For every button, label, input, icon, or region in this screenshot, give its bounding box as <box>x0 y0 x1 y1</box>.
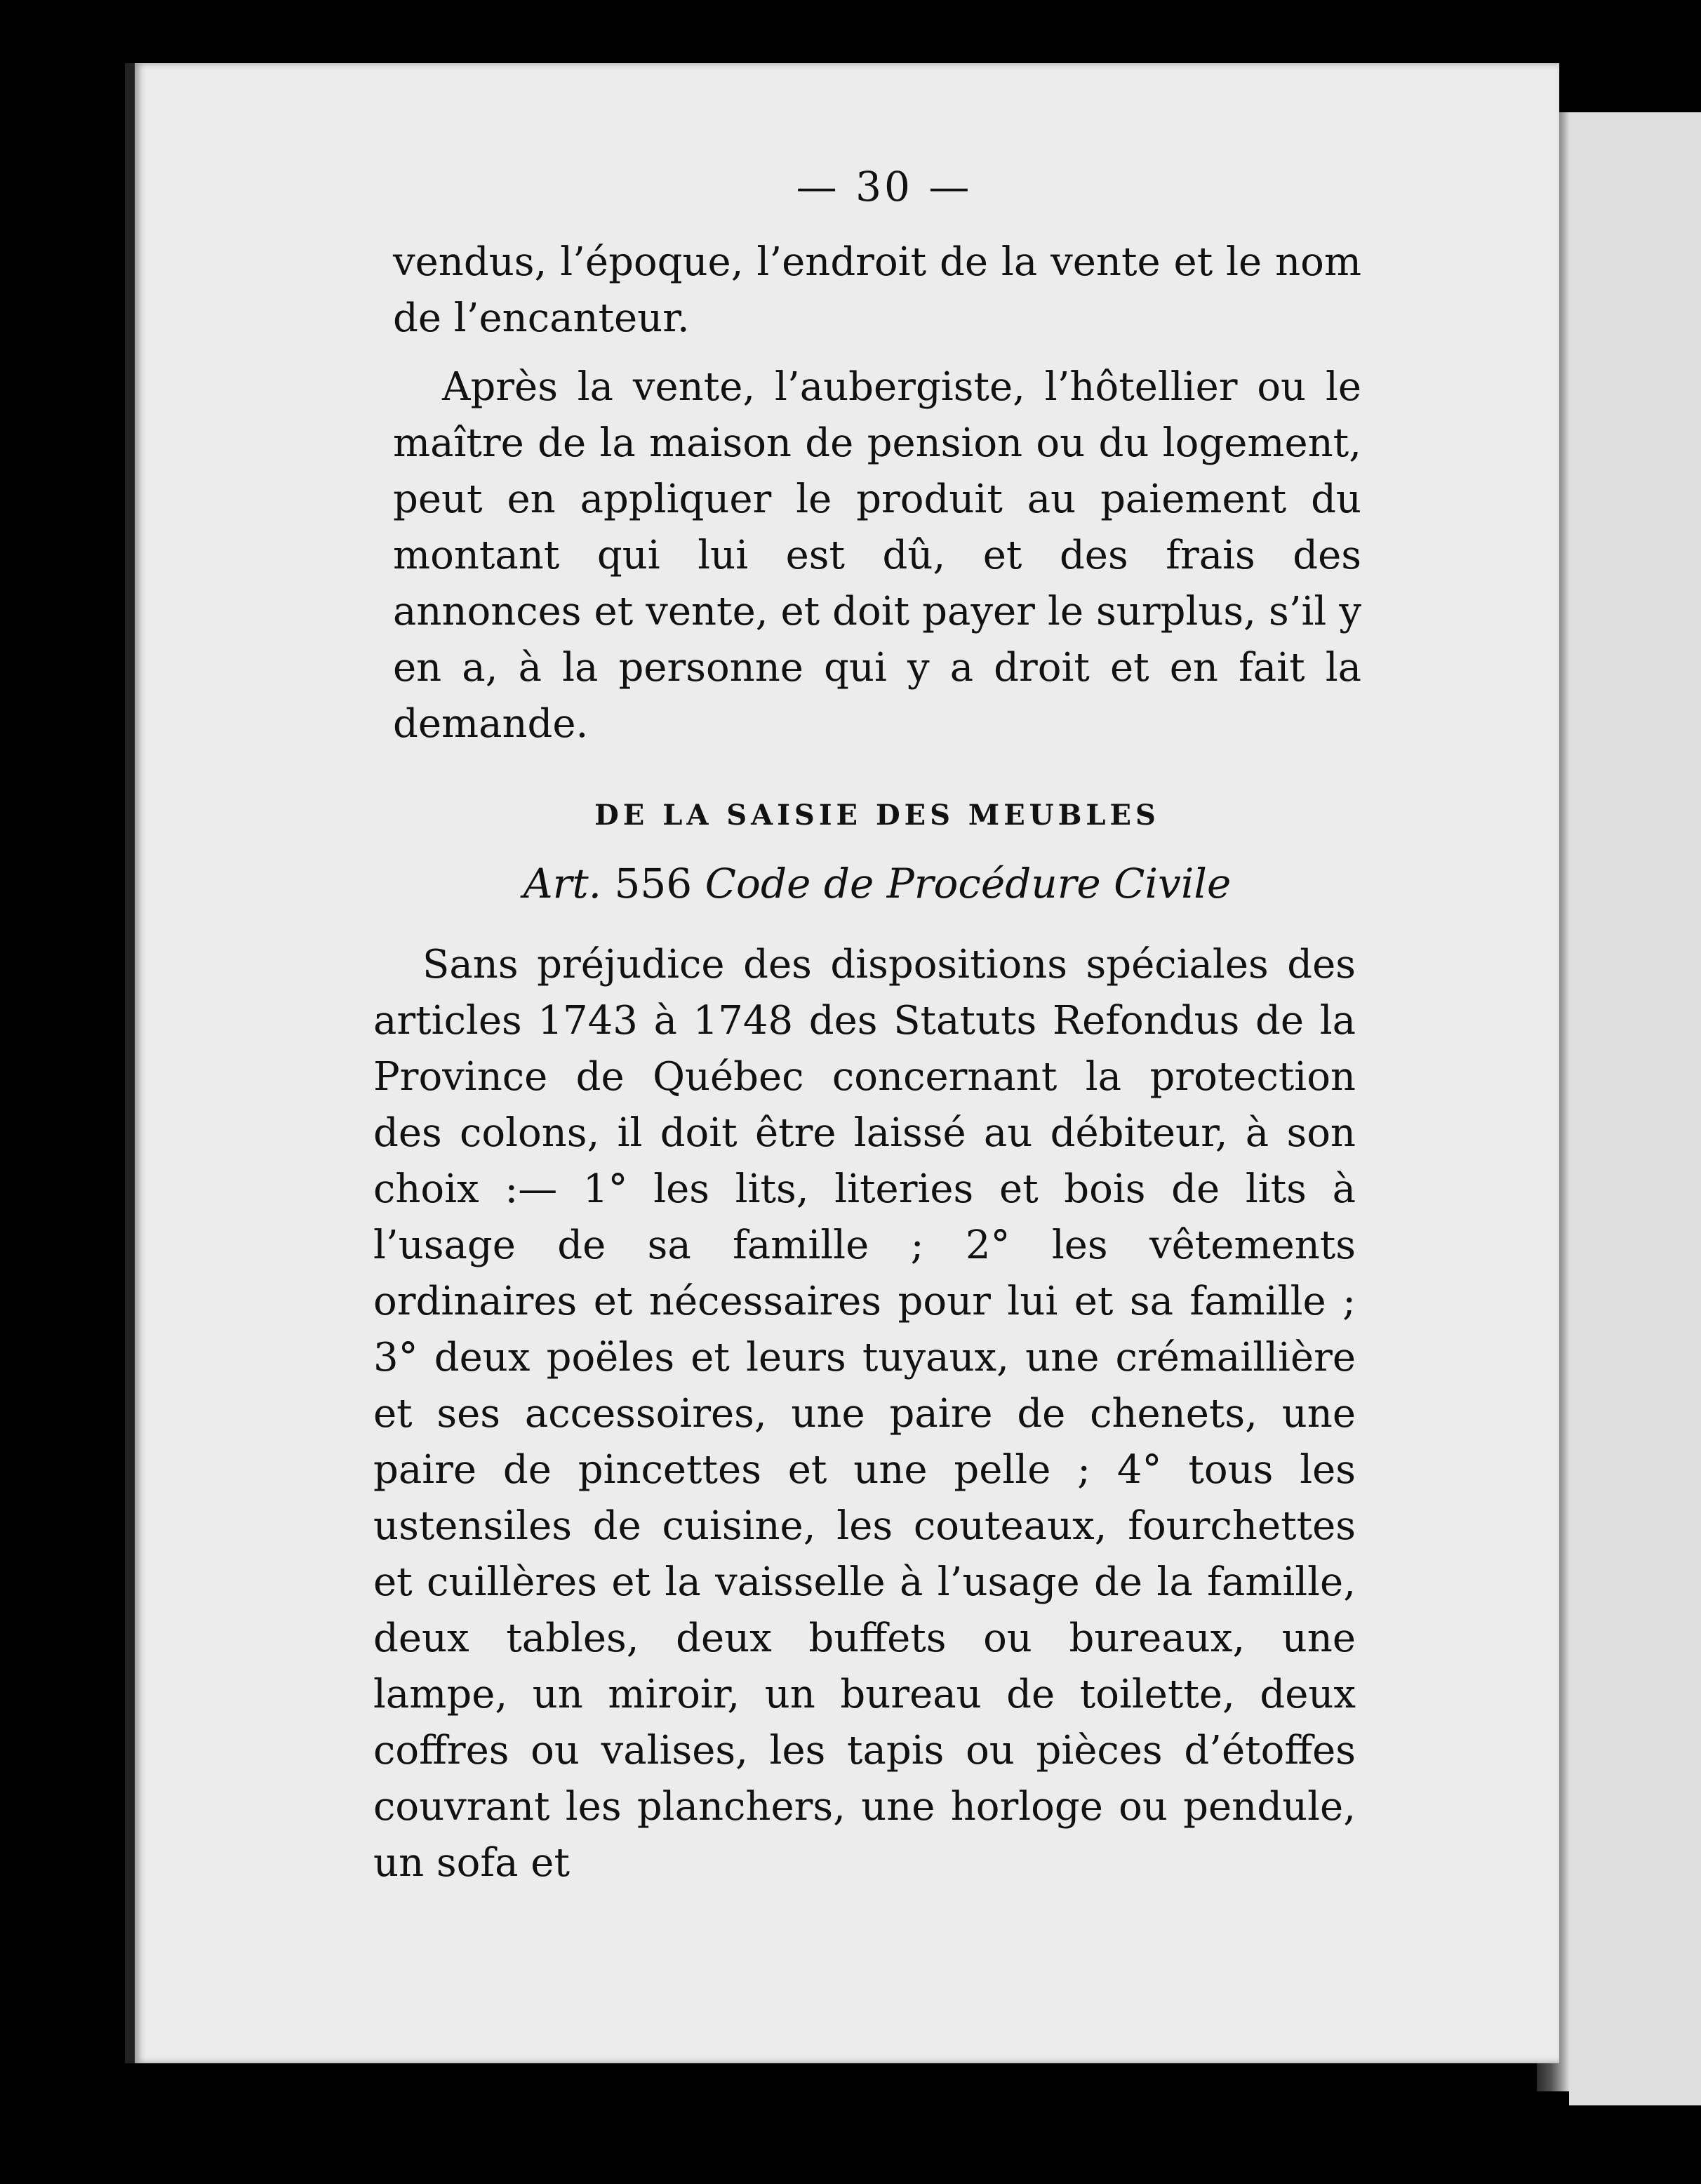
adjacent-page-edge <box>1569 112 1701 2105</box>
article-body <box>373 937 1356 1891</box>
article-title <box>393 860 1361 907</box>
article-paragraph: Sans préjudice des dispositions spéciales des articles 1743 à 1748 des Statuts Refondus de la Province de Québec concernant la protection des colons, il doit être laissé au débiteur, à son choix :— 1° les lits, literies et bois de lits à l’usage de sa famille ; 2° les vêtements ordinaires et nécessaires pour lui et sa famille ; 3° deux poëles et leurs tuyaux, une crémaillière et ses accessoires, une paire de chenets, une paire de pincettes et une pelle ; 4° tous les ustensiles de cuisine, les couteaux, fourchettes et cuillères et la vaisselle à l’usage de la famille, deux tables, deux buffets ou bureaux, une lampe, un miroir, un bureau de toilette, deux coffres ou valises, les tapis ou pièces d’étoffes couvrant les planchers, une horloge ou pendule, un sofa et <box>373 942 1356 1886</box>
sale-paragraph: Après la vente, l’aubergiste, l’hôtellier ou le maître de la maison de pension ou du logement, peut en appliquer le produit au paiement du montant qui lui est dû, et des frais des annonces et vente, et doit payer le surplus, s’il y en a, à la personne qui y a droit et en fait la demande. <box>393 364 1361 747</box>
page-number: — 30 — <box>796 163 973 211</box>
article-number: 556 <box>614 860 693 907</box>
section-heading: DE LA SAISIE DES MEUBLES <box>594 799 1160 832</box>
page-content <box>373 163 1361 1891</box>
article-prefix: Art. <box>523 860 602 907</box>
continuation-paragraph: vendus, l’époque, l’endroit de la vente et le nom de l’encanteur. <box>393 239 1361 341</box>
article-code-title: Code de Procédure Civile <box>705 860 1232 907</box>
